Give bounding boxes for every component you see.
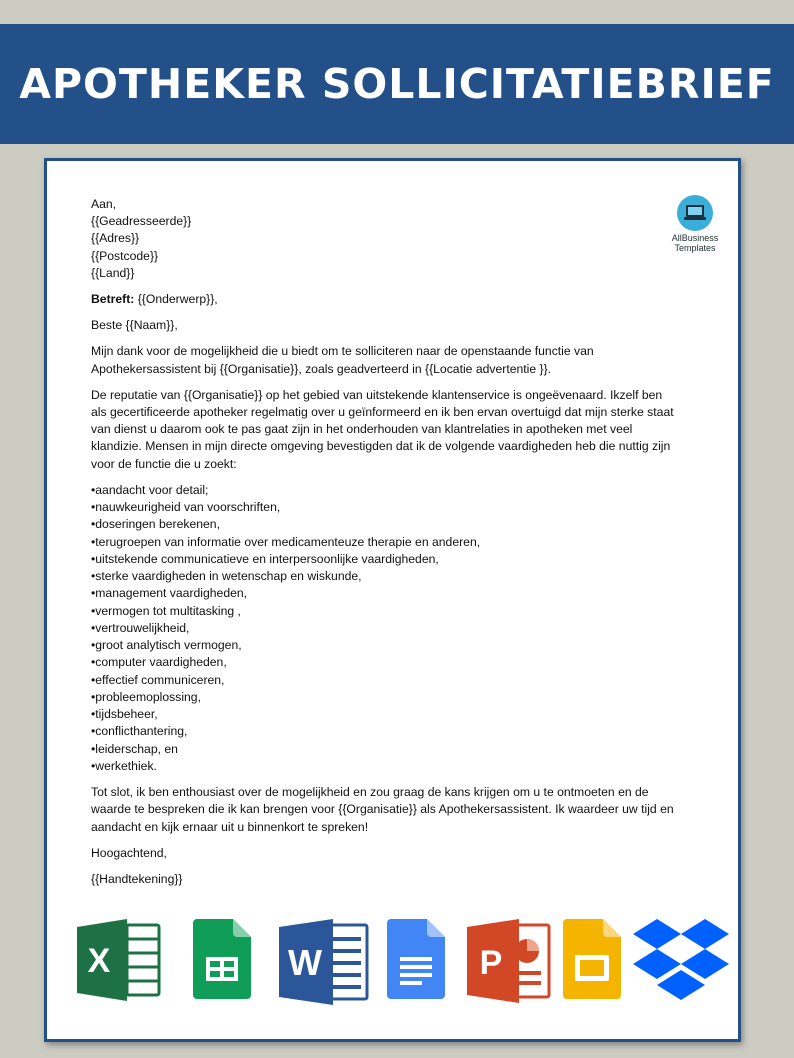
list-item: • aandacht voor detail; [91, 482, 681, 499]
list-item: • werkethiek. [91, 758, 681, 775]
list-item: • computer vaardigheden, [91, 654, 681, 671]
list-item: • probleemoplossing, [91, 689, 681, 706]
word-icon[interactable] [277, 919, 369, 1005]
list-item: • terugroepen van informatie over medicamenteuze therapie en anderen, [91, 534, 681, 551]
subject-value: {{Onderwerp}}, [134, 292, 218, 307]
page-title: APOTHEKER SOLLICITATIEBRIEF [19, 60, 775, 108]
address-line: {{Postcode}} [91, 248, 159, 263]
skills-list [91, 482, 681, 775]
list-item: • vertrouwelijkheid, [91, 620, 681, 637]
letter-body [91, 196, 681, 897]
list-item: • doseringen berekenen, [91, 516, 681, 533]
list-item: • uitstekende communicatieve en interpersoonlijke vaardigheden, [91, 551, 681, 568]
address-line: {{Adres}} [91, 231, 140, 246]
svg-text:W: W [288, 942, 322, 983]
closing: Hoogachtend, [91, 845, 167, 860]
excel-icon[interactable] [75, 919, 161, 1001]
address-line: {{Geadresseerde}} [91, 214, 192, 229]
svg-text:P: P [479, 944, 503, 982]
google-slides-icon[interactable] [563, 919, 621, 999]
google-docs-icon[interactable] [387, 919, 445, 999]
list-item: • vermogen tot multitasking , [91, 603, 681, 620]
paragraph-closing: Tot slot, ik ben enthousiast over de mogelijkheid en zou graag de kans krijgen om u te ontmoeten en de waarde te bespreken die ik kan brengen voor {{Organisatie}} als Apothekersassistent. Ik waardeer uw tijd en aandacht en kijk ernaar uit u binnenkort te spreken! [91, 785, 674, 834]
svg-text:X: X [87, 942, 111, 980]
powerpoint-icon[interactable] [465, 919, 551, 1003]
address-line: {{Land}} [91, 265, 135, 280]
list-item: • sterke vaardigheden in wetenschap en wiskunde, [91, 568, 681, 585]
list-item: • groot analytisch vermogen, [91, 637, 681, 654]
list-item: • tijdsbeheer, [91, 706, 681, 723]
address-line: Aan, [91, 197, 117, 211]
list-item: • conflicthantering, [91, 723, 681, 740]
list-item: • leiderschap, en [91, 741, 681, 758]
signature: {{Handtekening}} [91, 871, 183, 886]
list-item: • effectief communiceren, [91, 672, 681, 689]
list-item: • nauwkeurigheid van voorschriften, [91, 499, 681, 516]
app-icons-row [47, 916, 744, 1011]
paragraph-reputation: De reputatie van {{Organisatie}} op het gebied van uitstekende klantenservice is ongeëvenaard. Ikzelf ben als gecertificeerde apotheker regelmatig over u geïnformeerd en ik ben ervan overtuigd dat mijn sterke staat van dienst u daarom ook te pas gaat zijn in het onderhouden van klantrelaties in apotheken met veel klandizie. Mensen in mijn directe omgeving bevestigden dat ik de volgende vaardigheden heb die nuttig zijn voor de functie die u zoekt: [91, 387, 674, 471]
paragraph-intro: Mijn dank voor de mogelijkheid die u biedt om te solliciteren naar de openstaande functie van Apothekersassistent bij {{Organisatie}}, zoals geadverteerd in {{Locatie advertentie }}. [91, 344, 594, 376]
subject-line [91, 291, 681, 308]
google-sheets-icon[interactable] [193, 919, 251, 999]
logo-text-line2: Templates [674, 243, 716, 253]
logo-text-line1: AllBusiness [671, 233, 719, 243]
dropbox-icon[interactable] [633, 919, 729, 1007]
list-item: • management vaardigheden, [91, 585, 681, 602]
laptop-icon [677, 195, 713, 231]
salutation: Beste {{Naam}}, [91, 318, 178, 333]
title-banner [0, 24, 794, 144]
address-block [91, 196, 681, 282]
document-page [44, 158, 741, 1042]
subject-label: Betreft: [91, 292, 135, 307]
